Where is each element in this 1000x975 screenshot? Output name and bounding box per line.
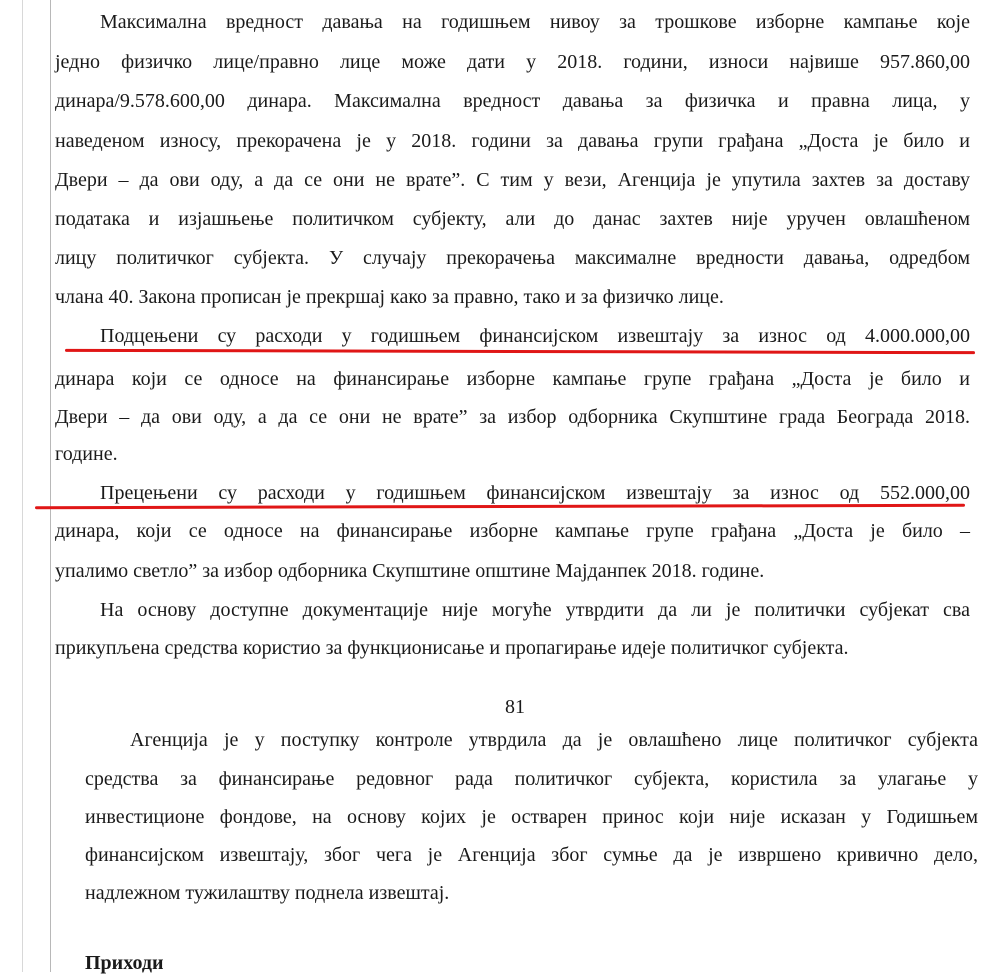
section-heading-income: Приходи: [85, 952, 164, 974]
text-line: динара, који се односе на финансирање изборне кампање групе грађана „Доста је било –: [55, 520, 970, 542]
text-line: наведеном износу, прекорачена је у 2018. години за давања групи грађана „Доста је било и: [55, 130, 970, 152]
text-line: једно физичко лице/правно лице може дати у 2018. години, износи највише 957.860,00: [55, 51, 970, 73]
text-line: надлежном тужилаштву поднела извештај.: [85, 882, 450, 904]
text-line: инвестиционе фондове, на основу којих је остварен принос који није исказан у Годишњем: [85, 806, 978, 828]
text-line: Двери – да ови оду, а да се они не врате” за избор одборника Скупштине града Београда 2018.: [55, 406, 970, 428]
text-line: Максимална вредност давања на годишњем нивоу за трошкове изборне кампање које: [100, 11, 970, 33]
page-edge-inner: [50, 0, 51, 972]
text-line: упалимо светло” за избор одборника Скупштине општине Мајданпек 2018. године.: [55, 560, 765, 582]
text-line: Агенција је у поступку контроле утврдила да је овлашћено лице политичког субјекта: [130, 729, 978, 751]
text-line: године.: [55, 443, 118, 465]
text-line: прикупљена средства користио за функционисање и пропагирање идеје политичког субјекта.: [55, 637, 849, 659]
text-line: лицу политичког субјекта. У случају прекорачења максималне вредности давања, одредбом: [55, 247, 970, 269]
page-edge-outer: [22, 0, 23, 972]
text-line: података и изјашњење политичком субјекту, али до данас захтев није уручен овлашћеном: [55, 208, 970, 230]
text-line: Двери – да ови оду, а да се они не врате”. С тим у вези, Агенција је упутила захтев за доставу: [55, 169, 970, 191]
text-line: На основу доступне документације није могуће утврдити да ли је политички субјекат сва: [100, 599, 970, 621]
red-underline-annotation: [65, 349, 975, 354]
text-line: средства за финансирање редовног рада политичког субјекта, користила за улагање у: [85, 768, 978, 790]
text-line: Подцењени су расходи у годишњем финансијском извештају за износ од 4.000.000,00: [100, 325, 970, 347]
text-line: динара/9.578.600,00 динара. Максимална вредност давања за физичка и правна лица, у: [55, 90, 970, 112]
text-line: финансијском извештају, због чега је Агенција због сумње да је извршено кривично дело,: [85, 844, 978, 866]
page-number: 81: [505, 696, 525, 718]
text-line: Прецењени су расходи у годишњем финансијском извештају за износ од 552.000,00: [100, 482, 970, 504]
text-line: динара који се односе на финансирање изборне кампање групе грађана „Доста је било и: [55, 368, 970, 390]
text-line: члана 40. Закона прописан је прекршај како за правно, тако и за физичко лице.: [55, 286, 724, 308]
